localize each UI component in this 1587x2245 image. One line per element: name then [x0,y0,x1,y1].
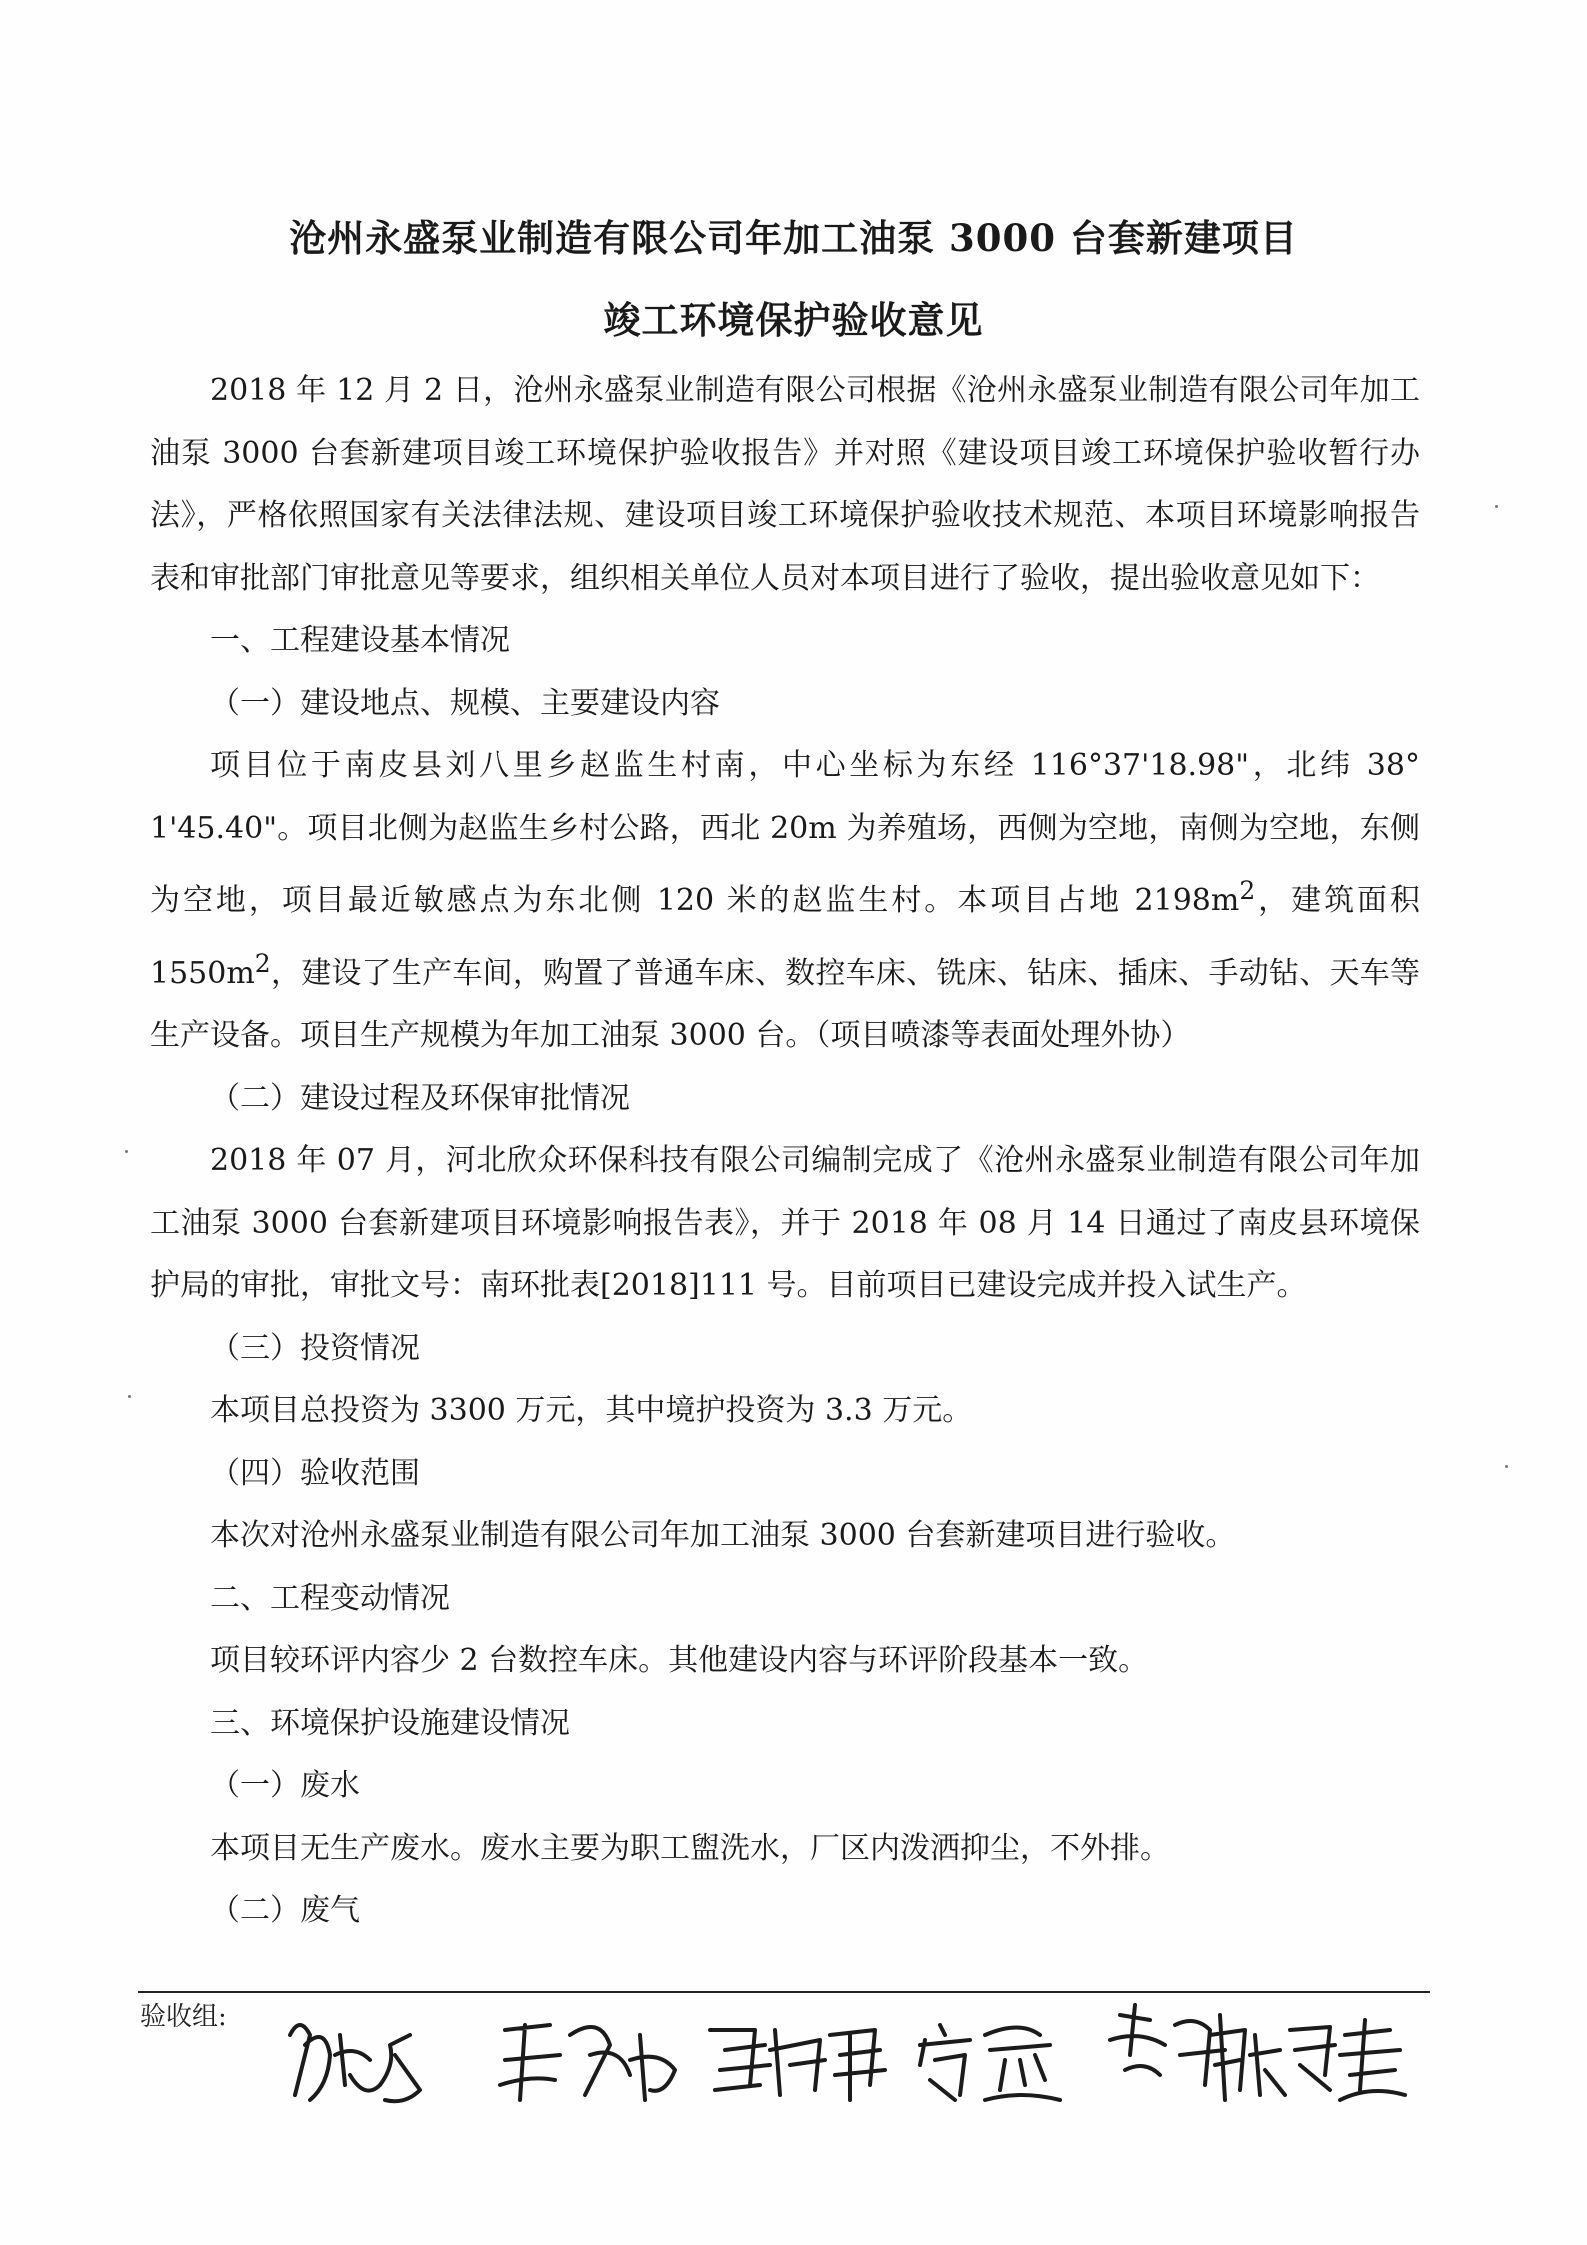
area-superscript-b: 2 [254,948,271,978]
section1-sub1-heading: （一）建设地点、规模、主要建设内容 [210,685,720,721]
section1-sub2-heading: （二）建设过程及环保审批情况 [210,1080,630,1116]
scan-speck [125,1150,128,1153]
signature-4 [910,2005,1070,2115]
section1-sub1-paragraph [150,735,1420,1068]
scan-speck [128,1395,131,1398]
sub1-text-a: 项目位于南皮县刘八里乡赵监生村南，中心坐标为东经 116°37'18.98"，北纬 38° 1'45.40"。项目北侧为赵监生乡村公路，西北 20m 为养殖场，西侧为空地，南侧为空地，东侧为空地，项目最近敏感点为东北侧 120 米的赵监生村。本项目占地 2198m [150,748,1420,918]
scan-speck [1495,505,1498,508]
signature-2 [490,2005,690,2115]
document-body [150,360,1420,1943]
document-title-line2: 竣工环境保护验收意见 [603,298,984,342]
section1-sub3-paragraph: 本项目总投资为 3300 万元，其中境护投资为 3.3 万元。 [210,1393,973,1428]
signature-1 [270,2005,440,2115]
section1-sub2-paragraph: 2018 年 07 月，河北欣众环保科技有限公司编制完成了《沧州永盛泵业制造有限公司年加工油泵 3000 台套新建项目环境影响报告表》，并于 2018 年 08 月 14 日通过了南皮县环境保护局的审批，审批文号：南环批表[2018]111 号。目前项目已建设完成并投入试生产。 [150,1143,1420,1303]
section3-heading: 三、环境保护设施建设情况 [210,1705,570,1741]
acceptance-group-label: 验收组: [140,2002,227,2032]
scan-speck [1505,1465,1508,1468]
signatures-area [250,2005,1420,2135]
section1-sub4-paragraph: 本次对沧州永盛泵业制造有限公司年加工油泵 3000 台套新建项目进行验收。 [210,1518,1236,1553]
footer-divider [138,1991,1430,1993]
section2-heading: 二、工程变动情况 [210,1580,450,1616]
sub1-text-c: ，建设了生产车间，购置了普通车床、数控车床、铣床、钻床、插床、手动钻、天车等生产设备。项目生产规模为年加工油泵 3000 台。（项目喷漆等表面处理外协） [150,955,1420,1053]
section3-sub1-paragraph: 本项目无生产废水。废水主要为职工盥洗水，厂区内泼洒抑尘，不外排。 [210,1830,1170,1866]
sub1-text-b: ，建筑面积 1550m [150,883,1420,991]
intro-paragraph: 2018 年 12 月 2 日，沧州永盛泵业制造有限公司根据《沧州永盛泵业制造有限公司年加工油泵 3000 台套新建项目竣工环境保护验收报告》并对照《建设项目竣工环境保护验收暂行办法》，严格依照国家有关法律法规、建设项目竣工环境保护验收技术规范、本项目环境影响报告表和审批部门审批意见等要求，组织相关单位人员对本项目进行了验收，提出验收意见如下： [150,373,1420,596]
section1-heading: 一、工程建设基本情况 [210,623,510,658]
signature-6 [1240,2005,1410,2115]
section3-sub2-heading: （二）废气 [210,1893,360,1928]
section1-sub3-heading: （三）投资情况 [210,1330,420,1366]
section1-sub4-heading: （四）验收范围 [210,1455,420,1491]
document-title-line1: 沧州永盛泵业制造有限公司年加工油泵 3000 台套新建项目 [289,216,1298,260]
area-superscript-a: 2 [1239,876,1256,905]
signature-5 [1100,1995,1250,2115]
section3-sub1-heading: （一）废水 [210,1768,360,1803]
section2-paragraph: 项目较环评内容少 2 台数控车床。其他建设内容与环评阶段基本一致。 [210,1643,1149,1678]
signature-3 [700,2005,890,2115]
